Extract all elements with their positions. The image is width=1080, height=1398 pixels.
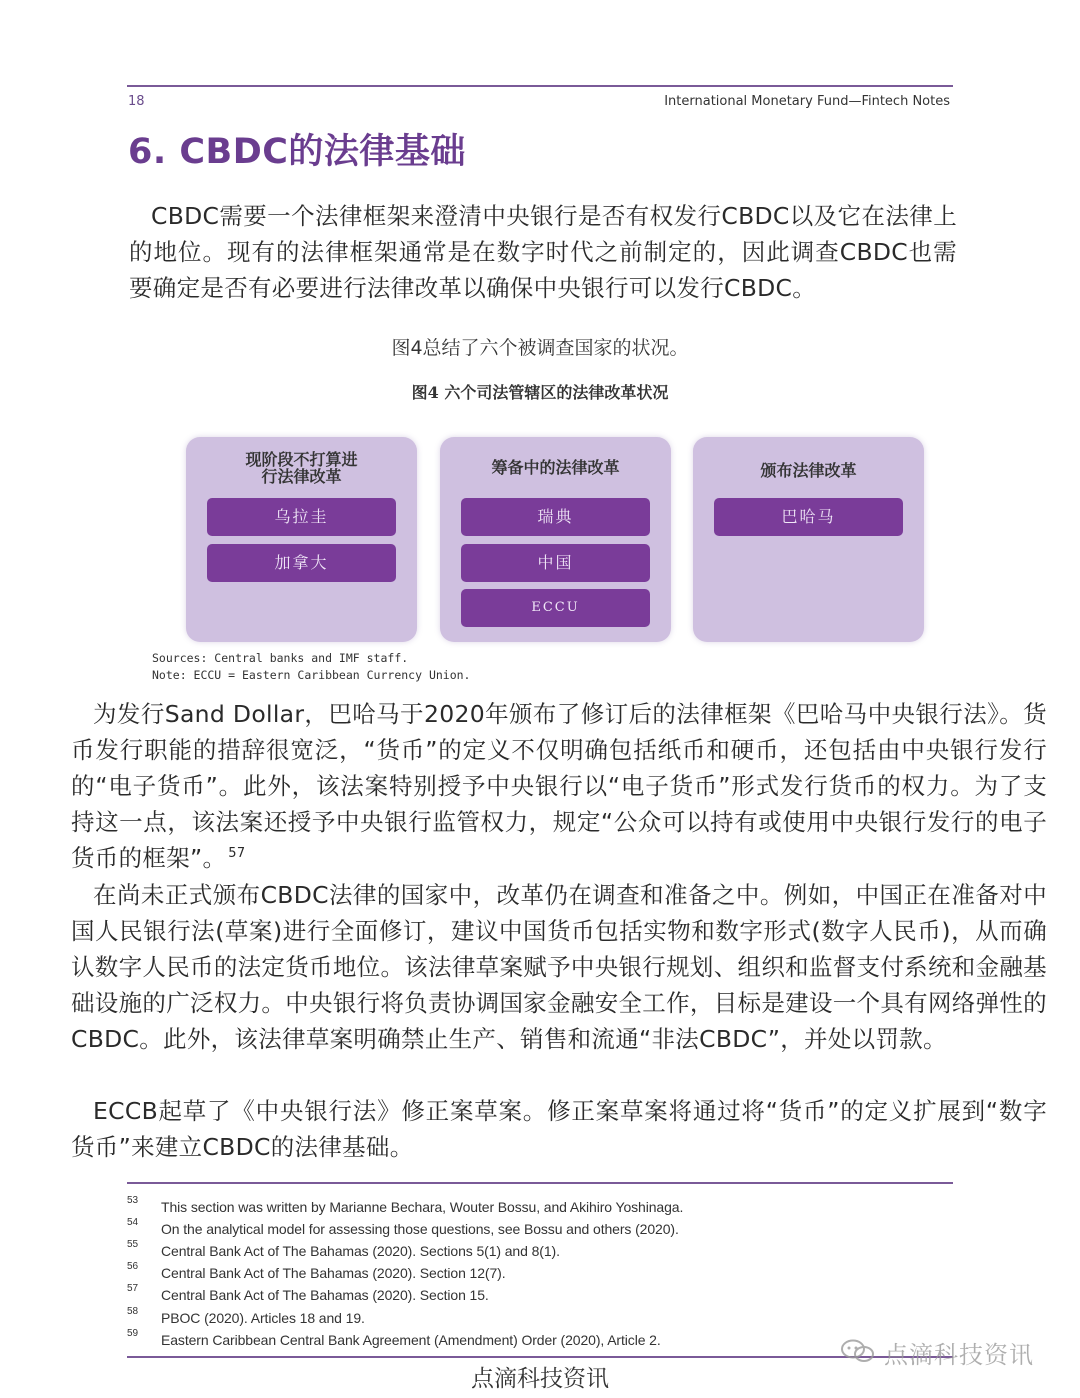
jurisdiction-pill: 瑞典: [461, 498, 650, 536]
footnote-ref[interactable]: 57: [228, 846, 246, 862]
footnote-text: Central Bank Act of The Bahamas (2020). Sections 5(1) and 8(1).: [161, 1243, 560, 1259]
footnote-rule: [127, 1182, 953, 1184]
figure-intro: 图4总结了六个被调查国家的状况。: [391, 337, 689, 359]
footnote-text: PBOC (2020). Articles 18 and 19.: [161, 1310, 365, 1326]
footer-rule: [127, 1356, 953, 1358]
figure-note: Note: ECCU = Eastern Caribbean Currency Union.: [152, 668, 471, 682]
wechat-icon: [840, 1339, 876, 1363]
panel-preparing-reform: [440, 437, 671, 642]
panel-heading: 筹备中的法律改革: [491, 458, 620, 477]
footnote: [127, 1328, 957, 1354]
jurisdiction-pill: 乌拉圭: [207, 498, 396, 536]
footnote-text: On the analytical model for assessing those questions, see Bossu and others (2020).: [161, 1221, 679, 1237]
body-paragraph: [71, 696, 1047, 876]
panel-enacted-reform: [693, 437, 924, 642]
body-paragraph: 在尚未正式颁布CBDC法律的国家中，改革仍在调查和准备之中。例如，中国正在准备对中国人民银行法(草案)进行全面修订，建议中国货币包括实物和数字形式(数字人民币)，从而确认数字人民币的法定货币地位。该法律草案赋予中央银行规划、组织和监督支付系统和金融基础设施的广泛权力。中央银行将负责协调国家金融安全工作，目标是建设一个具有网络弹性的CBDC。此外，该法律草案明确禁止生产、销售和流通“非法CBDC”，并处以罚款。: [71, 881, 1047, 1053]
panel-no-reform: [186, 437, 417, 642]
page-number: 18: [128, 94, 145, 109]
footnote-text: Central Bank Act of The Bahamas (2020). Section 15.: [161, 1287, 489, 1303]
section-title: 6. CBDC的法律基础: [128, 132, 466, 172]
panel-heading: 颁布法律改革: [760, 461, 857, 480]
panel-heading-line: 行法律改革: [261, 467, 342, 486]
footnote-number: 56: [127, 1261, 139, 1272]
body-paragraph: ECCB起草了《中央银行法》修正案草案。修正案草案将通过将“货币”的定义扩展到“数字货币”来建立CBDC的法律基础。: [71, 1097, 1047, 1161]
footnote-number: 53: [127, 1195, 139, 1206]
footnote: [127, 1283, 957, 1309]
panel-heading: [186, 451, 417, 485]
jurisdiction-pill: 加拿大: [207, 544, 396, 582]
header-rule: [127, 85, 953, 87]
running-head: International Monetary Fund—Fintech Notes: [664, 94, 950, 109]
footnote-number: 54: [127, 1217, 139, 1228]
footnote-number: 57: [127, 1283, 139, 1294]
footnote-text: Central Bank Act of The Bahamas (2020). Section 12(7).: [161, 1265, 506, 1281]
watermark-text: 点滴科技资讯: [884, 1341, 1034, 1369]
figure-title: 图4 六个司法管辖区的法律改革状况: [411, 383, 669, 402]
figure-sources: Sources: Central banks and IMF staff.: [152, 651, 409, 665]
footer-brand: 点滴科技资讯: [471, 1366, 609, 1392]
footnote-text: Eastern Caribbean Central Bank Agreement (Amendment) Order (2020), Article 2.: [161, 1332, 661, 1348]
footnote-number: 58: [127, 1306, 139, 1317]
footnote: [127, 1195, 957, 1221]
panel-heading-line: 现阶段不打算进: [245, 450, 358, 469]
footnote: [127, 1306, 957, 1332]
footnote: [127, 1217, 957, 1243]
jurisdiction-pill: 巴哈马: [714, 498, 903, 536]
footnote-number: 59: [127, 1328, 139, 1339]
footnote-text: This section was written by Marianne Bechara, Wouter Bossu, and Akihiro Yoshinaga.: [161, 1199, 684, 1215]
watermark: [840, 1335, 1060, 1369]
intro-paragraph: CBDC需要一个法律框架来澄清中央银行是否有权发行CBDC以及它在法律上的地位。现有的法律框架通常是在数字时代之前制定的，因此调查CBDC也需要确定是否有必要进行法律改革以确保中央银行可以发行CBDC。: [129, 202, 957, 302]
footnote: [127, 1239, 957, 1265]
footnote: [127, 1261, 957, 1287]
jurisdiction-pill: 中国: [461, 544, 650, 582]
paragraph-text: 为发行Sand Dollar，巴哈马于2020年颁布了修订后的法律框架《巴哈马中央银行法》。货币发行职能的措辞很宽泛，“货币”的定义不仅明确包括纸币和硬币，还包括由中央银行发行的“电子货币”。此外，该法案特别授予中央银行以“电子货币”形式发行货币的权力。为了支持这一点，该法案还授予中央银行监管权力，规定“公众可以持有或使用中央银行发行的电子货币的框架”。: [71, 700, 1047, 872]
jurisdiction-pill: ECCU: [461, 589, 650, 627]
footnote-number: 55: [127, 1239, 139, 1250]
